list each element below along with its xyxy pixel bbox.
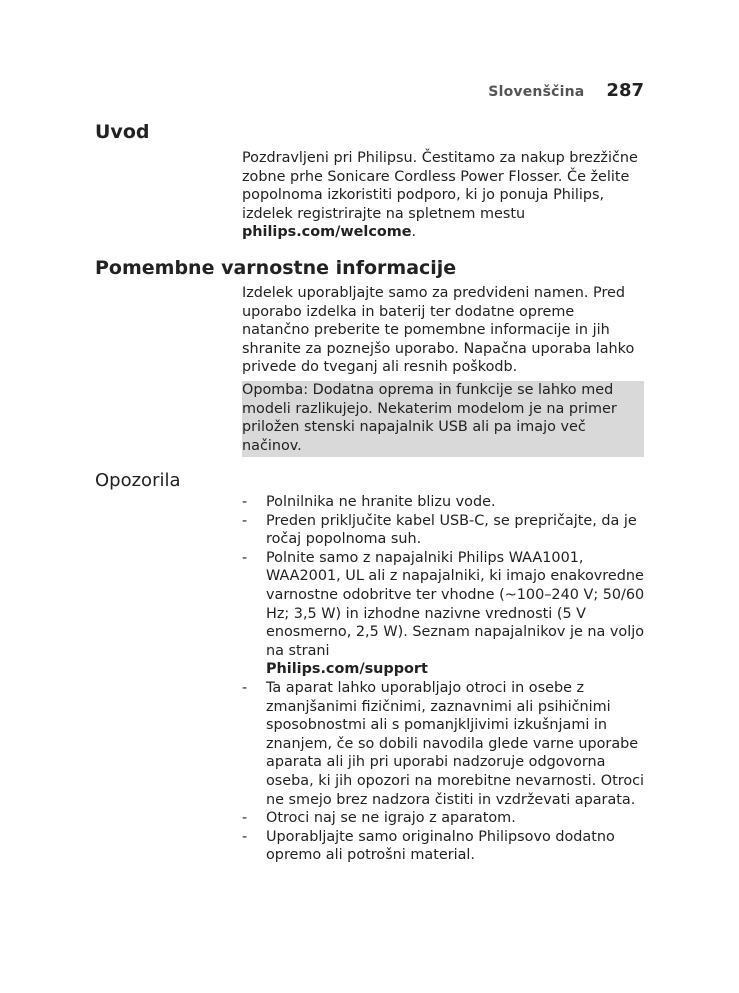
- bullet-marker: -: [242, 679, 248, 696]
- bullet-marker: -: [242, 494, 248, 510]
- safety-paragraph: Izdelek uporabljajte samo za predvideni namen. Pred uporabo izdelka in baterij ter dodatne opreme natančno preberite te pomembne informacije in jih shranite za poznejšo uporabo. Napačna uporaba lahko privede do tveganj ali resnih poškodb.: [242, 285, 635, 376]
- note-box: Opomba: Dodatna oprema in funkcije se lahko med modeli razlikujejo. Nekaterim modelom je na primer priložen stenski napajalnik USB ali pa imajo več načinov.: [242, 381, 644, 457]
- bullet-marker: -: [242, 549, 248, 566]
- list-item: [242, 809, 646, 828]
- list-item: [242, 493, 646, 512]
- bullet-marker: -: [242, 810, 248, 827]
- warnings-heading: Opozorila: [95, 470, 181, 491]
- safety-heading: Pomembne varnostne informacije: [95, 257, 457, 279]
- list-item-text: Ta aparat lahko uporabljajo otroci in osebe z zmanjšanimi fizičnimi, zaznavnimi ali psihičnimi sposobnostmi ali s pomanjkljivimi izkušnjami in znanjem, če so dobili navodila glede varne uporabe aparata ali jih pri uporabi nadzoruje odgovorna oseba, ki jih opozori na morebitne nevarnosti. Otroci ne smejo brez nadzora čistiti in vzdrževati aparata.: [266, 679, 645, 808]
- bullet-marker: -: [242, 828, 248, 845]
- list-item: [242, 549, 646, 679]
- bullet-marker: -: [242, 512, 248, 529]
- list-item-text: Uporabljajte samo originalno Philipsovo dodatno opremo ali potrošni material.: [266, 828, 615, 864]
- list-item-text: Polnite samo z napajalniki Philips WAA1001, WAA2001, UL ali z napajalniki, ki imajo enakovredne varnostne odobritve ter vhodne (~100–240 V; 50/60 Hz; 3,5 W) in izhodne nazivne vrednosti (5 V enosmerno, 2,5 W). Seznam napajalnikov je na voljo na strani: [266, 549, 645, 659]
- intro-text: Pozdravljeni pri Philipsu. Čestitamo za nakup brezžične zobne prhe Sonicare Cordless Power Flosser. Če želite popolnoma izkoristiti podporo, ki jo ponuja Philips, izdelek registrirajte na spletnem mestu: [242, 150, 638, 222]
- page-header: [488, 80, 644, 101]
- list-item-text: Preden priključite kabel USB-C, se prepričajte, da je ročaj popolnoma suh.: [266, 512, 637, 548]
- list-item: [242, 512, 646, 549]
- list-item-text: Otroci naj se ne igrajo z aparatom.: [266, 810, 516, 827]
- list-item: [242, 828, 646, 865]
- list-item-text: Polnilnika ne hranite blizu vode.: [266, 494, 496, 510]
- intro-link-suffix: .: [411, 224, 417, 241]
- page-number: 287: [606, 80, 644, 101]
- list-item: [242, 679, 646, 809]
- language-label: Slovenščina: [488, 84, 585, 100]
- intro-heading: Uvod: [95, 121, 150, 143]
- intro-paragraph: [242, 149, 644, 242]
- warnings-list: [242, 493, 646, 865]
- welcome-link[interactable]: philips.com/welcome: [242, 224, 412, 241]
- support-link[interactable]: Philips.com/support: [266, 661, 428, 678]
